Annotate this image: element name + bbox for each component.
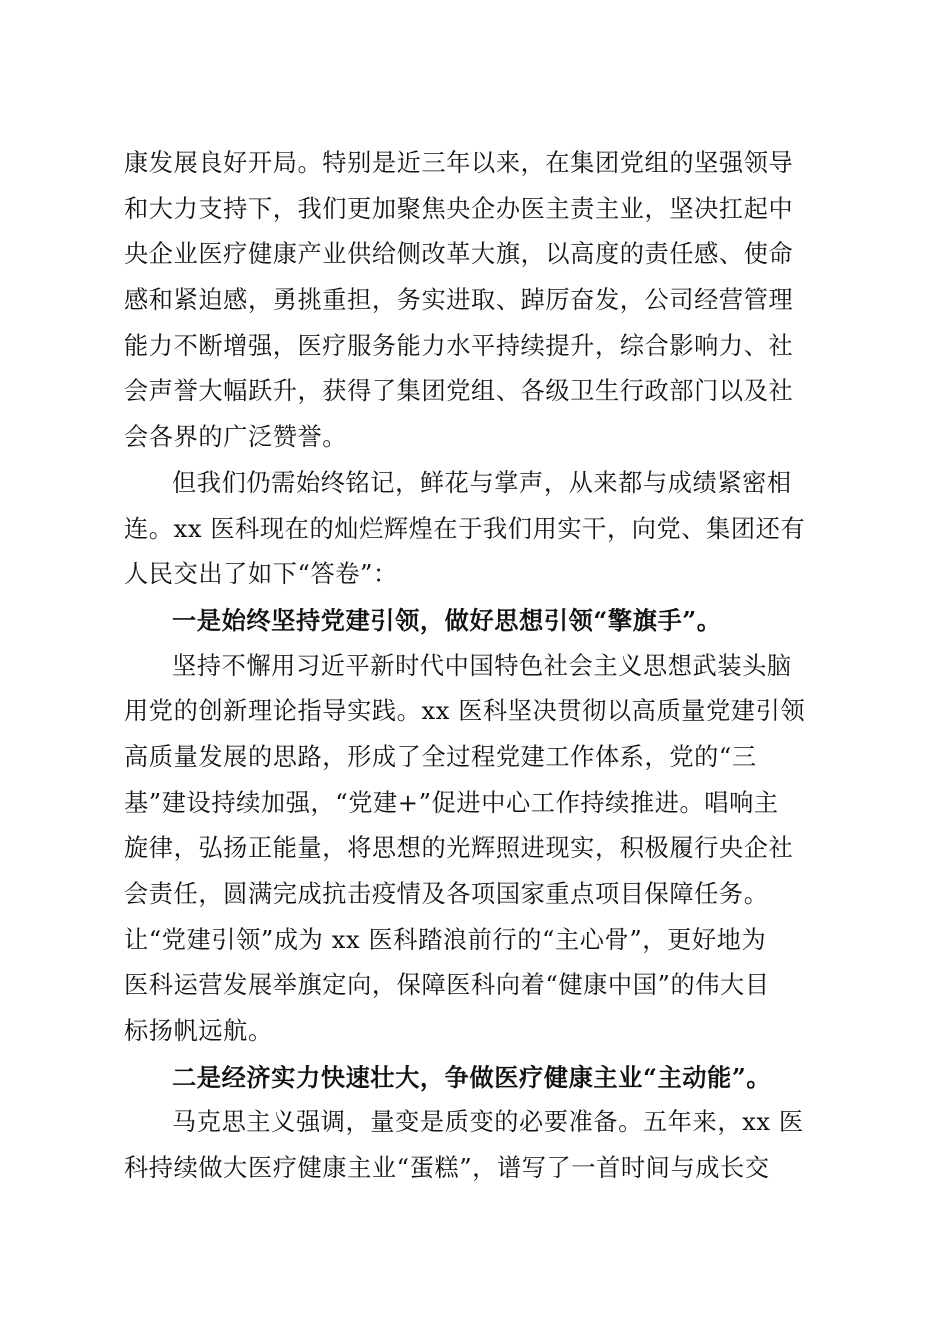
body-line: 和大力支持下，我们更加聚焦央企办医主责主业，坚决扛起中 <box>124 194 794 223</box>
body-line: 基”建设持续加强，“党建+”促进中心工作持续推进。唱响主 <box>124 788 779 817</box>
body-line: 康发展良好开局。特别是近三年以来，在集团党组的坚强领导 <box>124 149 794 177</box>
body-line: 医科运营发展举旗定向，保障医科向着“健康中国”的伟大目 <box>124 971 770 1000</box>
body-line: 坚持不懈用习近平新时代中国特色社会主义思想武装头脑 <box>172 651 792 680</box>
body-line: 连。xx 医科现在的灿烂辉煌在于我们用实干，向党、集团还有 <box>124 514 806 543</box>
body-line: 能力不断增强，医疗服务能力水平持续提升，综合影响力、社 <box>124 331 794 360</box>
body-line: 会声誉大幅跃升，获得了集团党组、各级卫生行政部门以及社 <box>124 377 794 406</box>
document-body <box>124 141 829 1192</box>
body-line: 标扬帆远航。 <box>124 1017 273 1046</box>
body-line: 让“党建引领”成为 xx 医科踏浪前行的“主心骨”，更好地为 <box>124 925 767 954</box>
body-line: 会各界的广泛赞誉。 <box>124 423 348 452</box>
body-line: 科持续做大医疗健康主业“蛋糕”，谱写了一首时间与成长交 <box>124 1154 770 1183</box>
body-line: 旋律，弘扬正能量，将思想的光辉照进现实，积极履行央企社 <box>124 834 794 863</box>
body-line: 马克思主义强调，量变是质变的必要准备。五年来，xx 医 <box>172 1108 804 1137</box>
body-line: 央企业医疗健康产业供给侧改革大旗，以高度的责任感、使命 <box>124 240 794 269</box>
section-heading-2: 二是经济实力快速壮大，争做医疗健康主业“主动能”。 <box>172 1062 772 1092</box>
body-line: 感和紧迫感，勇挑重担，务实进取、踔厉奋发，公司经营管理 <box>124 286 794 315</box>
body-line: 用党的创新理论指导实践。xx 医科坚决贯彻以高质量党建引领 <box>124 697 806 726</box>
section-heading-1: 一是始终坚持党建引领，做好思想引领“擎旗手”。 <box>172 605 722 635</box>
body-line: 人民交出了如下“答卷”： <box>124 560 398 589</box>
body-line: 但我们仍需始终铭记，鲜花与掌声，从来都与成绩紧密相 <box>172 468 792 497</box>
body-line: 高质量发展的思路，形成了全过程党建工作体系，党的“三 <box>124 742 757 771</box>
body-line: 会责任，圆满完成抗击疫情及各项国家重点项目保障任务。 <box>124 880 769 908</box>
